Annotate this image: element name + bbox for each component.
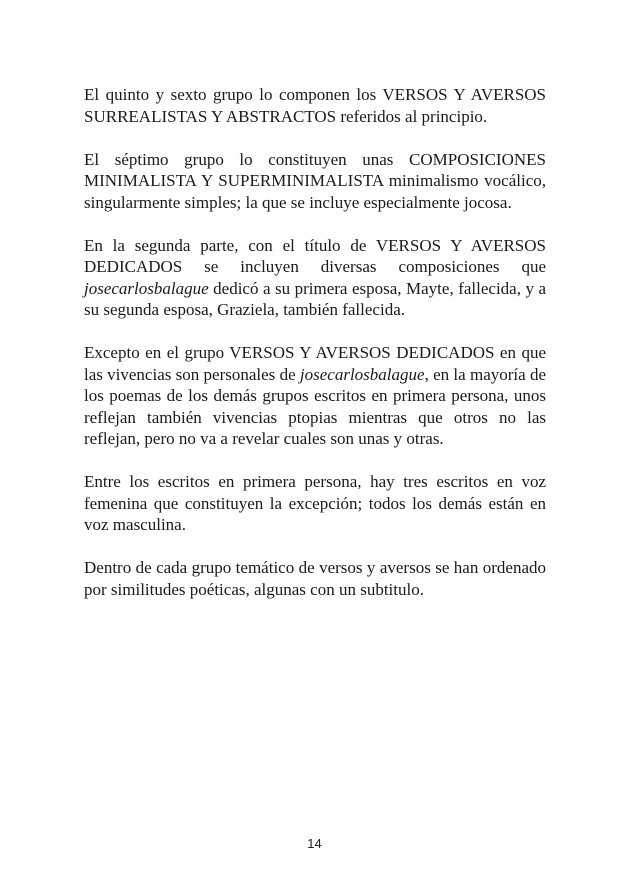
page-footer: [0, 836, 629, 851]
paragraph: [84, 342, 546, 450]
paragraph: [84, 149, 546, 214]
paragraph: [84, 84, 546, 127]
text-block: [84, 84, 546, 622]
text-run: Dentro de cada grupo temático de versos y aversos se han ordenado por similitudes poéticas, algunas con un subtitulo.: [84, 558, 546, 599]
italic-text-run: josecarlosbalague: [84, 278, 209, 298]
paragraph: [84, 557, 546, 600]
text-run: , en la mayoría de los poemas de los demás grupos escritos en primera persona, unos reflejan también vivencias ptopias mientras que otros no las reflejan, pero no va a revelar cuales son unas y otras.: [84, 364, 546, 448]
text-run: El séptimo grupo lo constituyen unas COMPOSICIONES MINIMALISTA Y SUPERMINIMALISTA minimalismo vocálico, singularmente simples; la que se incluye especialmente jocosa.: [84, 149, 546, 212]
italic-text-run: josecarlosbalague: [299, 364, 425, 384]
text-run: Excepto en el grupo VERSOS Y AVERSOS DEDICADOS en que las vivencias son personales de: [84, 343, 546, 384]
text-run: dedicó a su primera esposa, Mayte, fallecida, y a su segunda esposa, Graziela, también fallecida.: [84, 278, 546, 319]
page-number: 14: [307, 836, 322, 851]
text-run: Entre los escritos en primera persona, hay tres escritos en voz femenina que constituyen la excepción; todos los demás están en voz masculina.: [84, 472, 546, 534]
paragraph: [84, 471, 546, 536]
text-run: El quinto y sexto grupo lo componen los VERSOS Y AVERSOS SURREALISTAS Y ABSTRACTOS referidos al principio.: [84, 85, 546, 126]
text-run: En la segunda parte, con el título de VERSOS Y AVERSOS DEDICADOS se incluyen diversas composiciones que: [84, 235, 546, 276]
paragraph: [84, 235, 546, 321]
